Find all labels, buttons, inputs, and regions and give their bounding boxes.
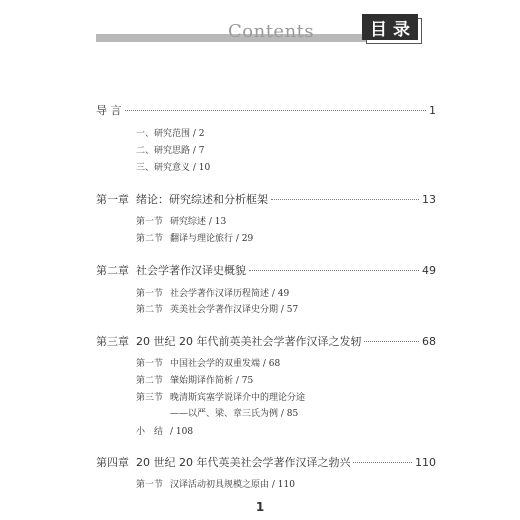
chapter-page: 68 xyxy=(422,335,436,348)
chapter-title: 20 世纪 20 年代英美社会学著作汉译之勃兴 xyxy=(136,456,351,469)
intro-label: 导 言 xyxy=(96,104,122,117)
toc-section: 第一节 中国社会学的双重发端 / 68 xyxy=(136,359,281,369)
chapter-number: 第二章 xyxy=(96,264,129,277)
leader-dots xyxy=(271,199,419,200)
contents-title: Contents xyxy=(228,21,315,42)
toc-intro xyxy=(96,104,436,118)
toc-section-subtitle: ——以严、梁、章三氏为例 / 85 xyxy=(170,409,299,419)
toc-chapter-3 xyxy=(96,335,436,349)
toc-section: 第二节 翻译与理论旅行 / 29 xyxy=(136,234,254,244)
leader-dots xyxy=(364,341,419,342)
chapter-number: 第一章 xyxy=(96,193,129,206)
header-badge: 目录 xyxy=(362,14,418,40)
intro-page: 1 xyxy=(429,104,436,117)
chapter-title: 社会学著作汉译史概貌 xyxy=(136,264,246,277)
toc-section: 第二节 肇始期译作简析 / 75 xyxy=(136,376,254,386)
chapter-title: 20 世纪 20 年代前英美社会学著作汉译之发轫 xyxy=(136,335,362,348)
leader-dots xyxy=(249,270,419,271)
toc-chapter-1 xyxy=(96,193,436,207)
chapter-page: 13 xyxy=(422,193,436,206)
toc-section: 第二节 英美社会学著作汉译史分期 / 57 xyxy=(136,305,299,315)
toc-section: 二、研究思路 / 7 xyxy=(136,146,205,156)
toc-section: 第一节 汉译活动初具规模之原由 / 110 xyxy=(136,480,295,490)
toc-section: 一、研究范围 / 2 xyxy=(136,129,205,139)
toc-chapter-2 xyxy=(96,264,436,278)
chapter-page: 110 xyxy=(415,456,436,469)
chapter-page: 49 xyxy=(422,264,436,277)
chapter-title: 绪论：研究综述和分析框架 xyxy=(136,193,268,206)
page-number: 1 xyxy=(255,500,265,514)
toc-section: 第一节 社会学著作汉译历程简述 / 49 xyxy=(136,289,290,299)
toc-section: 三、研究意义 / 10 xyxy=(136,163,211,173)
toc-section: 第一节 研究综述 / 13 xyxy=(136,217,227,227)
chapter-number: 第三章 xyxy=(96,335,129,348)
toc-section: 第三节 晚清斯宾塞学说译介中的理论分途 xyxy=(136,393,306,403)
leader-dots xyxy=(353,462,412,463)
toc-chapter-4 xyxy=(96,456,436,470)
toc-section: 小 结 / 108 xyxy=(136,427,194,437)
leader-dots xyxy=(125,110,427,111)
chapter-number: 第四章 xyxy=(96,456,129,469)
